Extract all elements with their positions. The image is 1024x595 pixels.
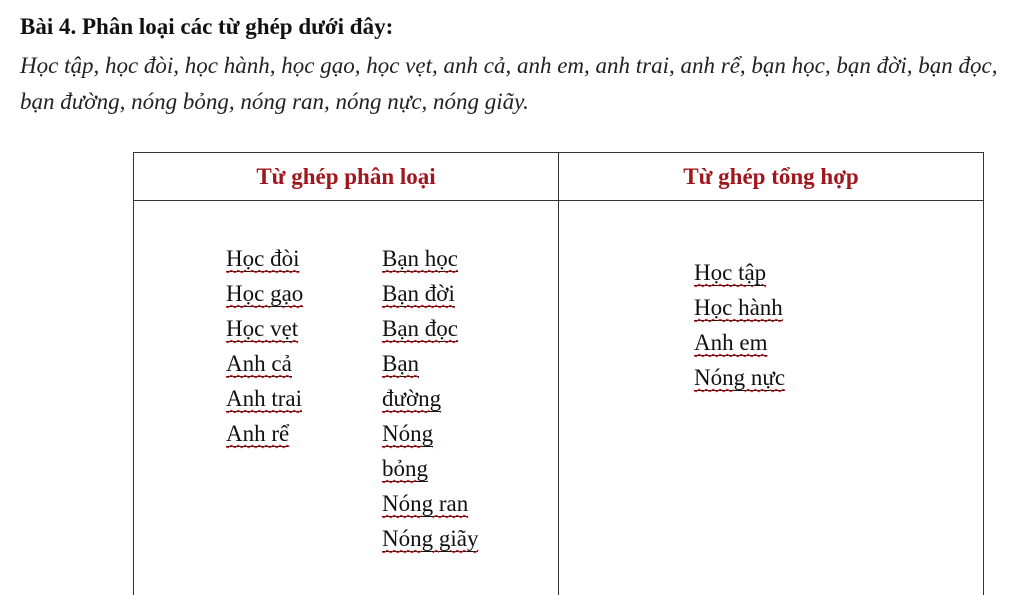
list-item	[694, 325, 785, 360]
word: Học hành	[694, 295, 783, 320]
column-divider	[558, 153, 559, 595]
word: Bạn đọc	[382, 316, 459, 341]
word: đường	[382, 386, 442, 411]
list-item	[226, 346, 303, 381]
list-item	[382, 346, 478, 381]
list-item	[382, 241, 478, 276]
list-item	[226, 241, 303, 276]
word: Anh em	[694, 330, 768, 355]
word: Anh trai	[226, 386, 303, 411]
word: Nóng nực	[694, 365, 786, 390]
word: Bạn	[382, 351, 420, 376]
phan-loai-list-1	[226, 241, 303, 451]
list-item	[382, 416, 478, 451]
list-item	[226, 311, 303, 346]
list-item	[382, 451, 478, 486]
list-item	[226, 381, 303, 416]
word: Nóng ran	[382, 491, 469, 516]
word: Nóng giãy	[382, 526, 479, 551]
list-item	[382, 311, 478, 346]
word: Nóng	[382, 421, 434, 446]
word: bỏng	[382, 456, 428, 481]
list-item	[382, 381, 478, 416]
word: Học đòi	[226, 246, 300, 271]
list-item	[226, 416, 303, 451]
classification-table	[133, 152, 984, 595]
list-item	[226, 276, 303, 311]
exercise-text: Học tập, học đòi, học hành, học gạo, học vẹt, anh cả, anh em, anh trai, anh rể, bạn học, bạn đời, bạn đọc, bạn đường, nóng bỏng, nóng ran, nóng nực, nóng giãy.	[20, 53, 998, 114]
list-item	[382, 521, 478, 556]
word: Học vẹt	[226, 316, 299, 341]
word: Bạn đời	[382, 281, 455, 306]
word: Anh rể	[226, 421, 290, 446]
phan-loai-list-2	[382, 241, 478, 556]
word: Học tập	[694, 260, 767, 285]
word: Học gạo	[226, 281, 304, 306]
tong-hop-list	[694, 255, 785, 395]
list-item	[694, 360, 785, 395]
list-item	[382, 486, 478, 521]
list-item	[694, 290, 785, 325]
exercise-title: Bài 4. Phân loại các từ ghép dưới đây:	[20, 14, 394, 39]
list-item	[694, 255, 785, 290]
header-tong-hop: Từ ghép tổng hợp	[683, 164, 859, 189]
word: Bạn học	[382, 246, 459, 271]
header-phan-loai: Từ ghép phân loại	[256, 164, 436, 189]
word: Anh cả	[226, 351, 292, 376]
list-item	[382, 276, 478, 311]
